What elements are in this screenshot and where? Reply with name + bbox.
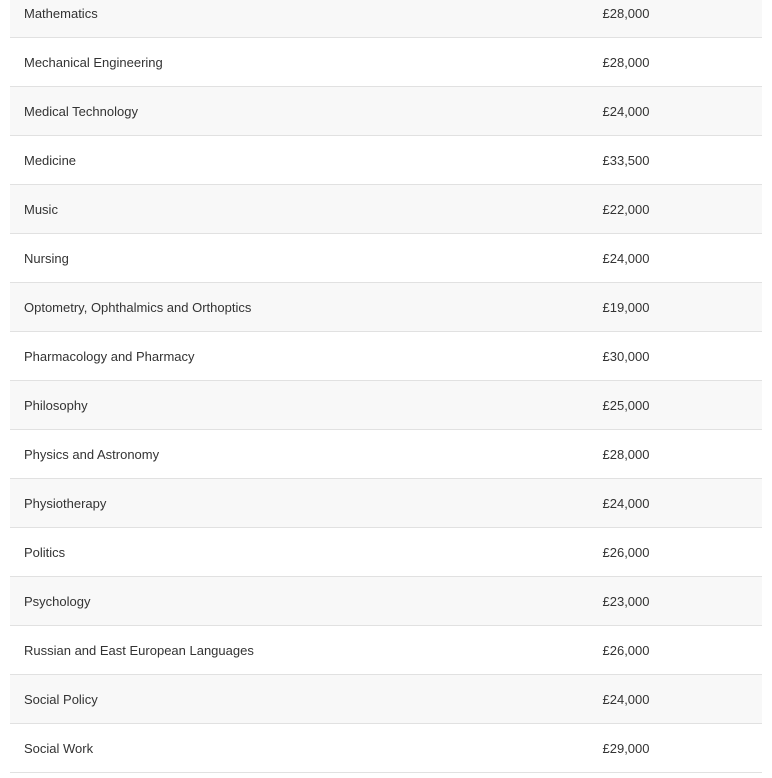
table-row [10,136,762,185]
salary-cell: £30,000 [602,348,650,364]
table-row [10,185,762,234]
table-row [10,332,762,381]
salary-table [10,0,762,773]
table-row [10,528,762,577]
table-row [10,283,762,332]
salary-cell: £25,000 [602,397,650,413]
table-row [10,577,762,626]
salary-cell: £24,000 [602,495,650,511]
salary-cell: £19,000 [602,299,650,315]
subject-cell: Mechanical Engineering [24,54,163,70]
table-row [10,479,762,528]
subject-cell: Social Policy [24,691,98,707]
table-row [10,234,762,283]
subject-cell: Music [24,201,58,217]
salary-cell: £28,000 [602,5,650,21]
salary-cell: £28,000 [602,446,650,462]
subject-cell: Physics and Astronomy [24,446,160,462]
salary-cell: £33,500 [602,152,650,168]
salary-cell: £24,000 [602,691,650,707]
salary-cell: £24,000 [602,103,650,119]
subject-cell: Nursing [24,250,69,266]
subject-cell: Politics [24,544,66,560]
table-row [10,675,762,724]
subject-cell: Russian and East European Languages [24,642,254,658]
subject-cell: Social Work [24,740,94,756]
subject-cell: Medicine [24,152,77,168]
salary-cell: £22,000 [602,201,650,217]
salary-cell: £29,000 [602,740,650,756]
salary-cell: £26,000 [602,642,650,658]
table-row [10,87,762,136]
subject-cell: Psychology [24,593,91,609]
subject-cell: Medical Technology [24,103,138,119]
table-row [10,381,762,430]
subject-cell: Physiotherapy [24,495,107,511]
salary-cell: £26,000 [602,544,650,560]
table-row [10,38,762,87]
subject-cell: Optometry, Ophthalmics and Orthoptics [24,299,252,315]
subject-cell: Pharmacology and Pharmacy [24,348,195,364]
table-row [10,0,762,38]
table-row [10,724,762,773]
table-row [10,626,762,675]
table-row [10,430,762,479]
salary-cell: £24,000 [602,250,650,266]
salary-cell: £28,000 [602,54,650,70]
salary-cell: £23,000 [602,593,650,609]
subject-cell: Mathematics [24,5,98,21]
subject-cell: Philosophy [24,397,88,413]
